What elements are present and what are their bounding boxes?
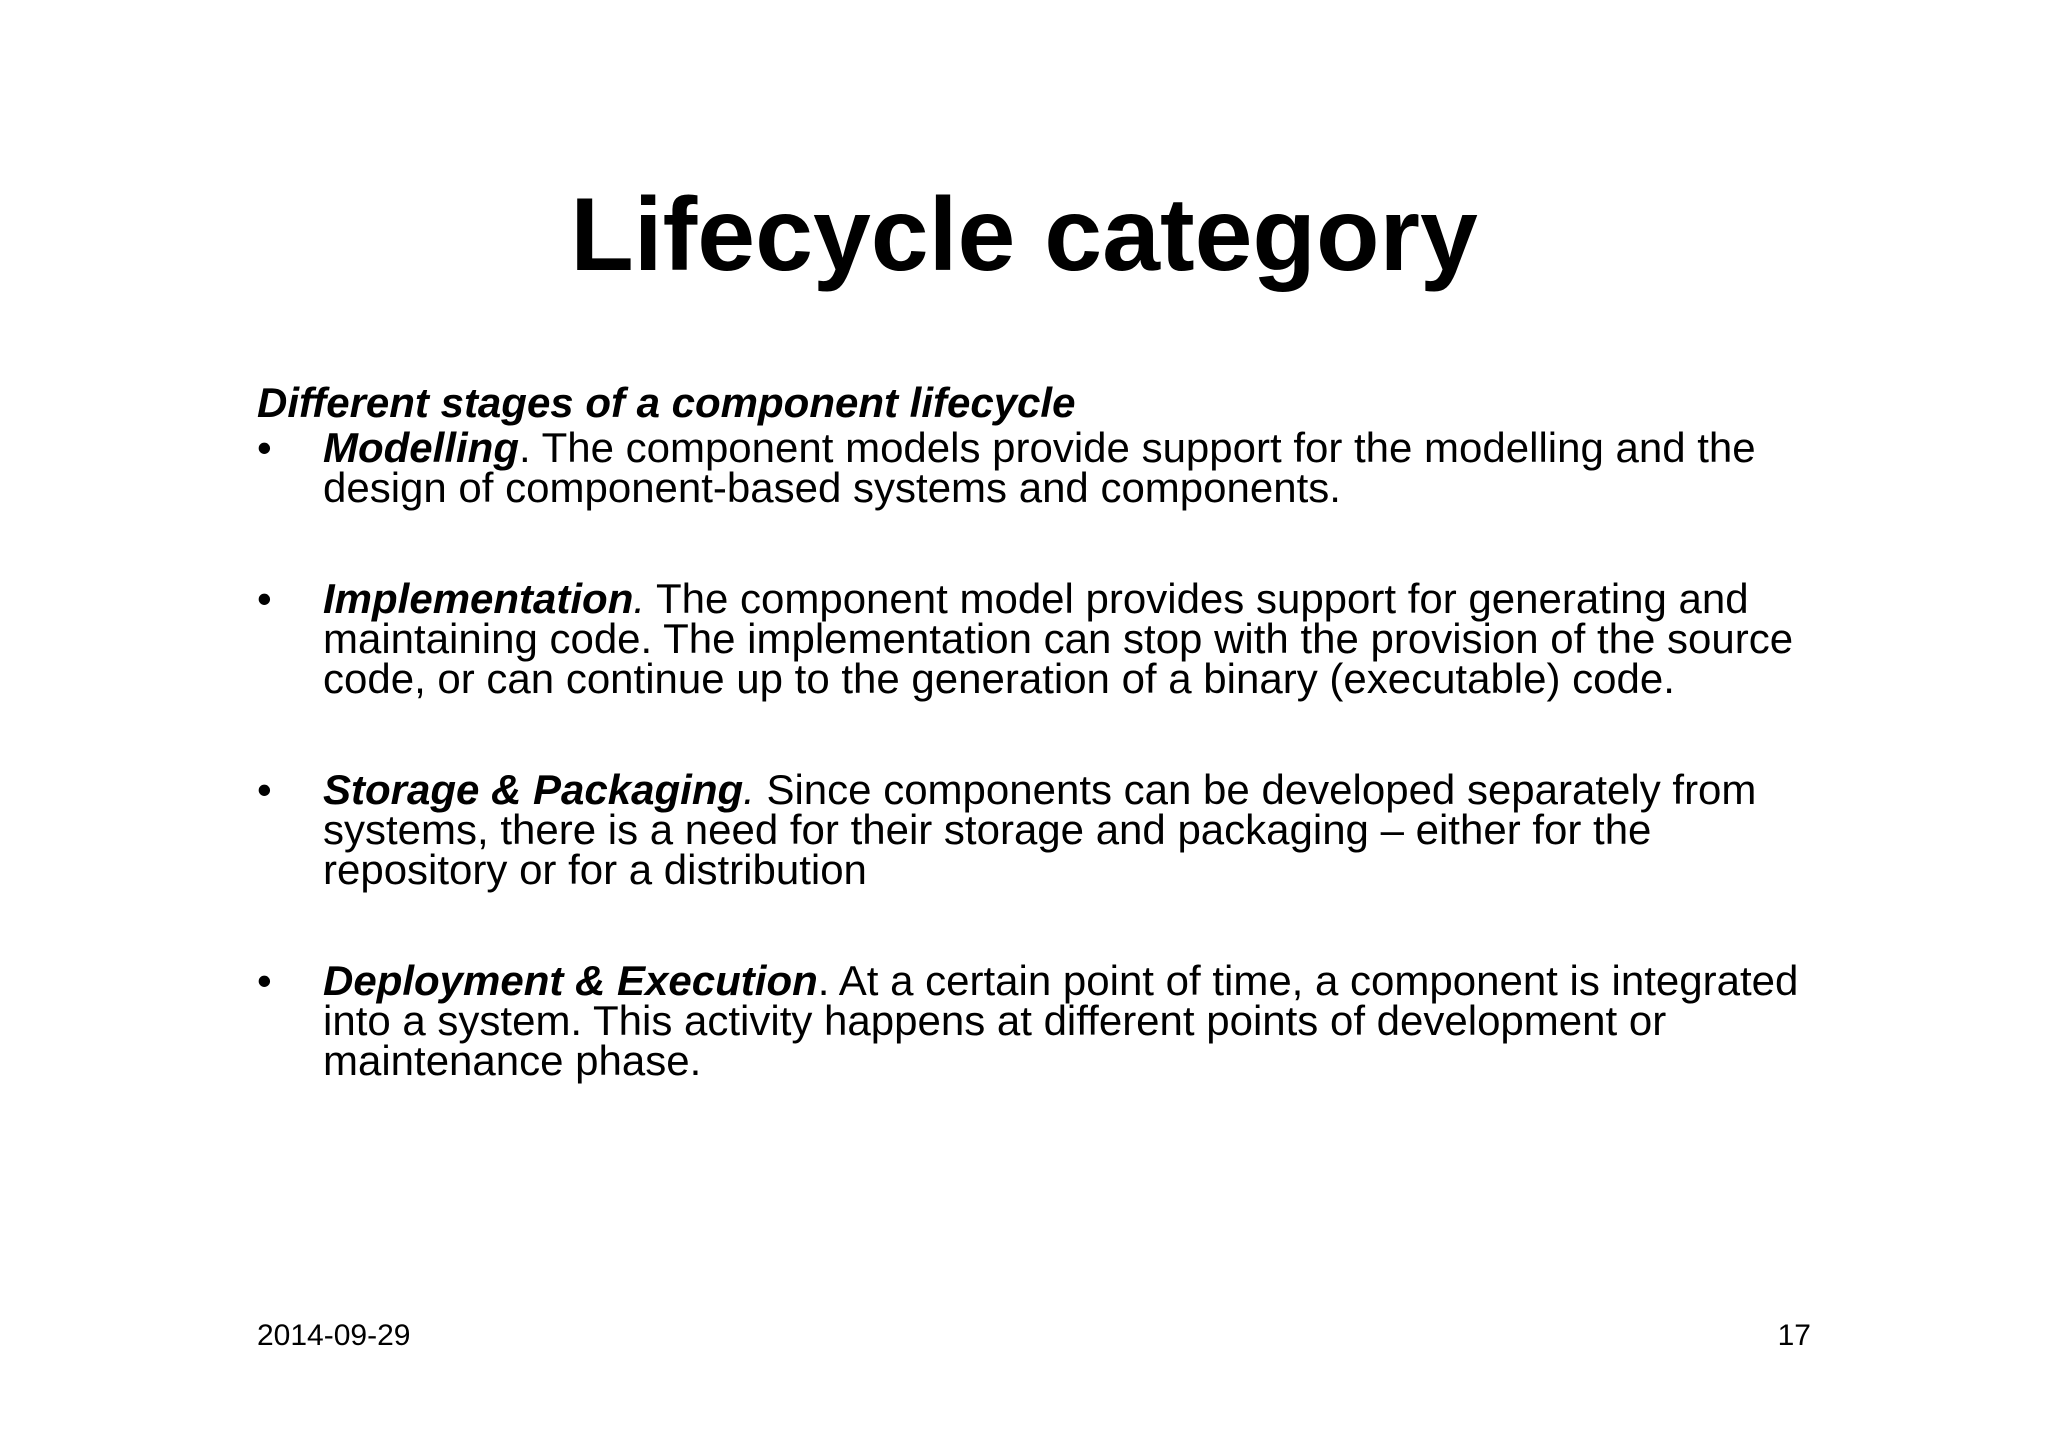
bullet-text: The component model provides support for generating and maintaining code. The implementation can stop with the provision of the source code, or can continue up to the generation of a binary (executable) code.: [323, 575, 1794, 702]
bullet-icon: •: [257, 575, 272, 622]
bullet-text: Since components can be developed separately from systems, there is a need for their storage and packaging – either for the repository or for a distribution: [323, 766, 1757, 893]
slide-content: [257, 378, 1837, 1084]
bullet-text: At a certain point of time, a component is integrated into a system. This activity happens at different points of development or maintenance phase.: [323, 957, 1799, 1084]
bullet-item-implementation: [257, 575, 1837, 702]
bullet-term: Deployment & Execution: [323, 957, 818, 1004]
bullet-item-storage-packaging: [257, 766, 1837, 893]
bullet-icon: •: [257, 424, 272, 471]
bullet-term-punct: .: [817, 957, 830, 1004]
bullet-list: [257, 424, 1837, 1084]
bullet-icon: •: [257, 957, 272, 1004]
slide-title: Lifecycle category: [570, 177, 1478, 293]
lead-heading: Different stages of a component lifecycle: [257, 379, 1076, 426]
bullet-text: The component models provide support for the modelling and the design of component-based systems and components.: [323, 424, 1756, 511]
bullet-term-punct: .: [518, 424, 531, 471]
bullet-term: Modelling: [323, 424, 519, 471]
bullet-term-punct: .: [633, 575, 646, 622]
bullet-term-punct: .: [743, 766, 755, 813]
bullet-item-deployment-execution: [257, 957, 1837, 1084]
bullet-icon: •: [257, 766, 272, 813]
bullet-item-modelling: [257, 424, 1837, 511]
footer-date: 2014-09-29: [257, 1319, 411, 1352]
bullet-term: Storage & Packaging: [323, 766, 744, 813]
page-number: 17: [1777, 1319, 1811, 1352]
bullet-term: Implementation: [323, 575, 634, 622]
